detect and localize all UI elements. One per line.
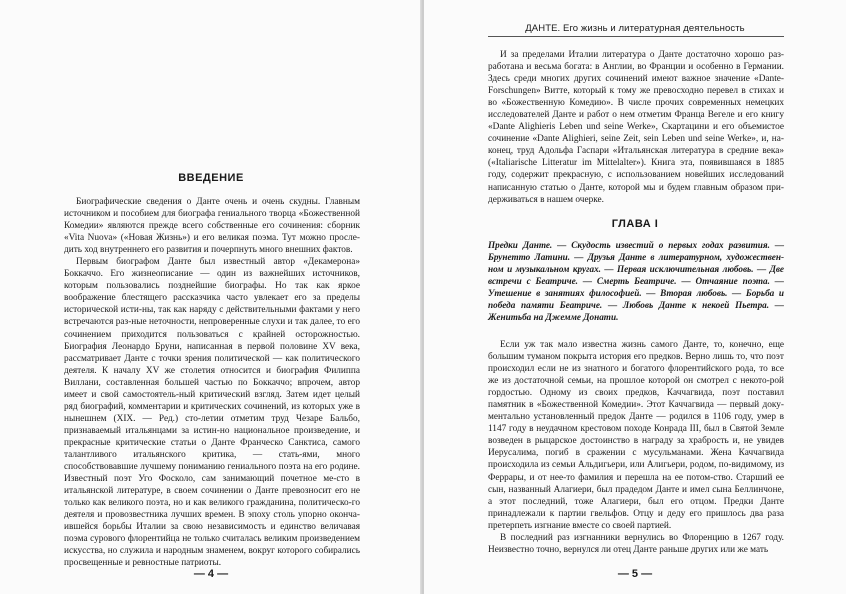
chapter-paragraph-1: Если уж так мало известна жизнь самого Данте, то, конечно, еще большим туманом покрыта история его предков. Верно лишь то, что поэт происходил если не из знатного и богатого флорентийского рода, то все же из достаточной семьи, на прошлое которой он смотрел с некото-рой гордостью. Одному из своих предков, Каччагвида, поэт поставил памятник в «Божественной Комедии». Этот Каччагвида — первый доку-ментально установленный предок Данте — родился в 1106 году, умер в 1147 году в неудачном крестовом походе Конрада III, был в Святой Земле возведен в рыцарское достоинство в награду за храбрость и, не увидев Иерусалима, погиб в сражении с мусульманами. Жена Каччагвида происходила из семьи Альдигьери, или Алигьери, родом, по-видимому, из Феррары, и от нее-то фамилия и перешла на ее потом-ство. Старший ее сын, названный Алагиери, был прадедом Данте и имел сына Беллинчоне, а этот последний, тоже Алагиери, был его отцом. Предки Данте принадлежали к партии гвельфов. Отцу и деду его пришлось два раза претерпеть изгнание вместе со своей партией. xyxy=(488,340,784,531)
introduction-heading: ВВЕДЕНИЕ xyxy=(178,172,244,184)
page-number-right: — 5 — xyxy=(617,568,653,580)
chapter-body xyxy=(488,339,784,556)
literature-overview xyxy=(488,49,784,206)
chapter-heading: ГЛАВА I xyxy=(611,218,659,230)
running-head-rule xyxy=(488,36,784,37)
chapter-paragraph-2: В последний раз изгнанники вернулись во Флоренцию в 1267 году. Неизвестно точно, вернулся ли отец Данте раньше других или же мать xyxy=(488,532,784,555)
left-page xyxy=(0,0,422,594)
introduction-body xyxy=(64,196,360,569)
literature-paragraph: И за пределами Италии литература о Данте достаточно хорошо раз-работана и весьма богата: в Англии, во Франции и особенно в Германии. Здесь среди многих других сочинений имеют важное значение «Dante-Forschungen» Витте, который к тому же превосходно перевел в стихах и во «Божественную Комедию». В числе прочих современных немецких исследователей Данте и работ о нем отметим Франца Вегеле и его книгу «Dante Alighieris Leben und seine Werke», Скартацини и его объемистое сочинение «Dante Alighieri, seine Zeit, sein Leben und seine Werke», и, на-конец, труд Адольфа Гаспари «Итальянская литература в средние века» («Italiarische Litteratur im Mittelalter»). Книга эта, появившаяся в 1885 году, содержит прекрасную, с использованием новейших исследований написанную статью о Данте, которой мы и будем главным образом при-держиваться в нашем очерке. xyxy=(488,50,784,205)
introduction-paragraph-1: Биографические сведения о Данте очень и очень скудны. Главным источником и пособием для биографа гениального творца «Божественной Комедии» являются прежде всего собственные его сочинения: сборник «Vita Nuova» («Новая Жизнь») и его великая поэма. Тут можно просле-дить ход внутреннего его развития и почерпнуть много внешних фактов. xyxy=(64,197,360,256)
right-page xyxy=(424,0,846,594)
page-number-left: — 4 — xyxy=(193,568,229,580)
chapter-summary: Предки Данте. — Скудость известий о первых годах развития. — Брунетто Латини. — Друзья Данте в литературном, художествен-ном и музыкальном кругах. — Первая исключительная любовь. — Две встречи с Беатриче. — Смерть Беатриче. — Отчаяние поэта. — Утешение в занятиях философией. — Вторая любовь. — Борьба и победа памяти Беатриче. — Любовь Данте к некоей Пьетра. — Женитьба на Джемме Донати. xyxy=(488,240,784,322)
running-head: ДАНТЕ. Его жизнь и литературная деятельность xyxy=(525,23,745,34)
introduction-paragraph-2: Первым биографом Данте был известный автор «Декамерона» Боккаччо. Его жизнеописание — один из важнейших источников, которым пользовались позднейшие биографы. Но так как яркое воображение блестящего рассказчика часто увлекает его за пределы исторической исти-ны, так как наряду с действительными фактами у него встречаются раз-ные неточности, непроверенные слухи и так далее, то его сочинением приходится пользоваться с крайней осторожностью. Биография Леонардо Бруни, написанная в первой половине XV века, рассматривает Данте с точки зрения политической — как политического деятеля. К началу XV же столетия относится и биография Филиппа Виллани, составленная большей частью по Боккаччо; впрочем, автор имеет и свой самостоятель-ный критический взгляд. Затем идет целый ряд биографий, комментарии и критических сочинений, из которых уже в нынешнем (XIX. — Ред.) сто-летии отметим труд Чезаре Бальбо, признаваемый итальянцами за истин-но национальное произведение, и прекрасные критические статьи о Данте Франческо Санктиса, самого талантливого итальянского критика, — стать-ями, много способствовавшие лучшему пониманию гениального поэта на его родине. Известный поэт Уго Фосколо, сам занимающий почетное ме-сто в итальянской литературе, в своем сочинении о Данте превозносит его не только как великого поэта, но и как великого гражданина, политическо-го деятеля и провозвестника лучших времен. В эпоху столь упорно оконча-ившейся борьбы Италии за свою независимость и единство величавая поэма сурового флорентийца не только считалась великим произведением искусства, но служила и народным знаменем, вокруг которого собирались просвещенные и ревностные патриоты. xyxy=(64,257,360,569)
